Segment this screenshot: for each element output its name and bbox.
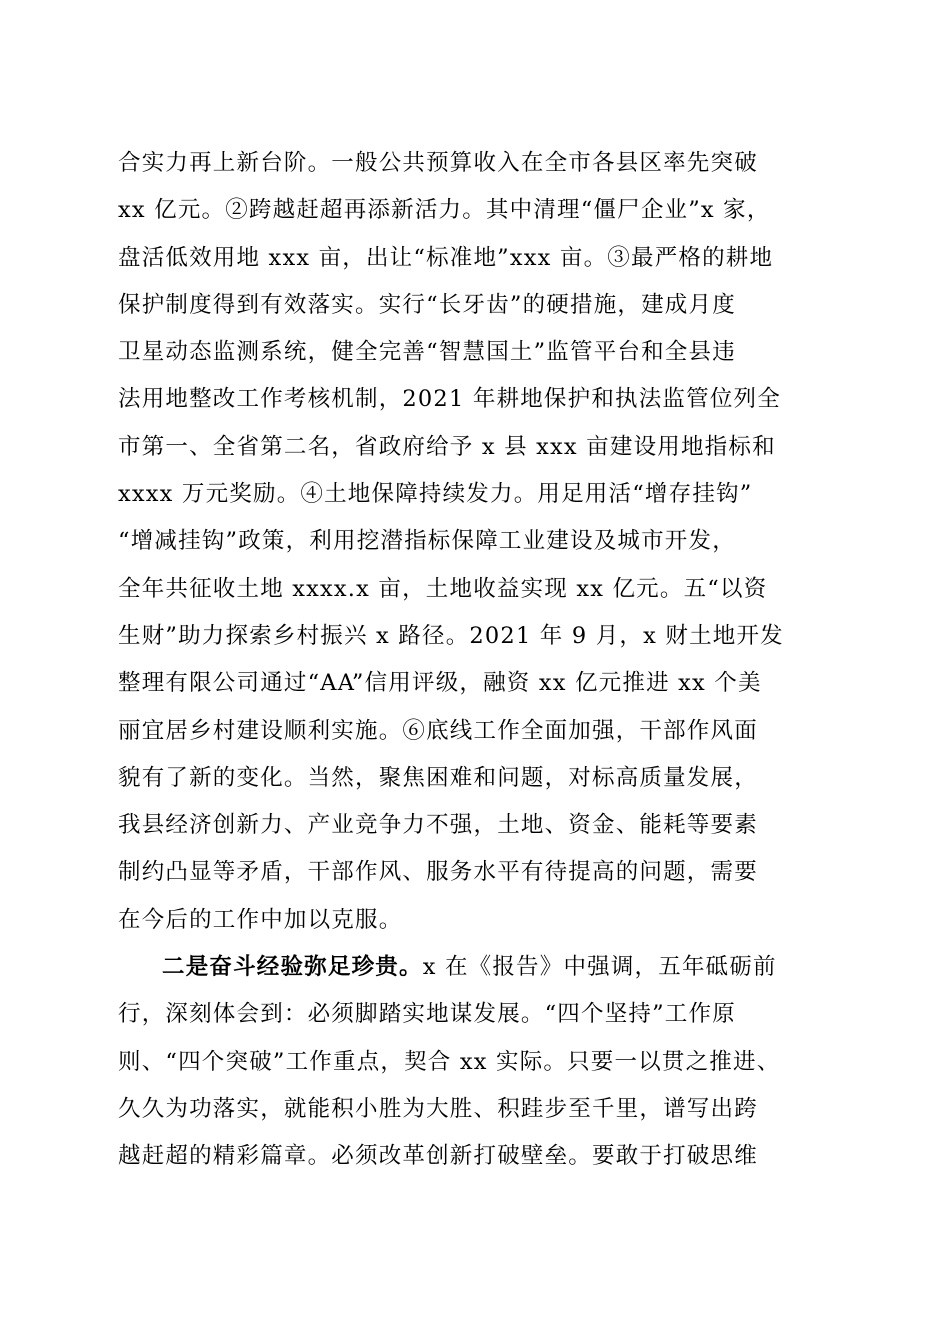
text-line: 合实力再上新台阶。一般公共预算收入在全市各县区率先突破 <box>118 150 758 176</box>
text-line: 貌有了新的变化。当然，聚焦困难和问题，对标高质量发展， <box>118 764 758 791</box>
text-line: 制约凸显等矛盾，干部作风、服务水平有待提高的问题，需要 <box>118 859 758 886</box>
text-line: 丽宜居乡村建设顺利实施。⑥底线工作全面加强，干部作风面 <box>118 717 758 744</box>
text-line: xx 亿元。②跨越赶超再添新活力。其中清理“僵尸企业”x 家， <box>118 197 771 224</box>
text-line: 则、“四个突破”工作重点，契合 xx 实际。只要一以贯之推进、 <box>118 1048 781 1075</box>
text-line: 卫星动态监测系统，健全完善“智慧国土”监管平台和全县违 <box>118 339 736 366</box>
paragraph-2-lead: 二是奋斗经验弥足珍贵。 <box>162 954 423 981</box>
text-line: 保护制度得到有效落实。实行“长牙齿”的硬措施，建成月度 <box>118 291 736 318</box>
text-line: 久久为功落实，就能积小胜为大胜、积跬步至千里，谱写出跨 <box>118 1095 758 1122</box>
paragraph-2-first-line-rest: x 在《报告》中强调，五年砥砺前 <box>422 954 777 981</box>
text-line: 法用地整改工作考核机制，2021 年耕地保护和执法监管位列全 <box>118 386 781 413</box>
text-line: 生财”助力探索乡村振兴 x 路径。2021 年 9 月，x 财土地开发 <box>118 622 784 649</box>
text-line: 在今后的工作中加以克服。 <box>118 906 403 933</box>
text-line: 整理有限公司通过“AA”信用评级，融资 xx 亿元推进 xx 个美 <box>118 670 762 697</box>
text-line: 全年共征收土地 xxxx.x 亩，土地收益实现 xx 亿元。五“以资 <box>118 575 768 602</box>
document-body <box>118 140 838 1181</box>
paragraph-2-first-line <box>118 944 838 991</box>
text-line: 我县经济创新力、产业竞争力不强，土地、资金、能耗等要素 <box>118 812 758 839</box>
text-line: “增减挂钩”政策，利用挖潜指标保障工业建设及城市开发， <box>118 528 736 555</box>
text-line: 盘活低效用地 xxx 亩，出让“标准地”xxx 亩。③最严格的耕地 <box>118 244 774 271</box>
text-line: 行，深刻体会到：必须脚踏实地谋发展。“四个坚持”工作原 <box>118 1001 736 1028</box>
text-line: 市第一、全省第二名，省政府给予 x 县 xxx 亩建设用地指标和 <box>118 433 776 460</box>
text-line: 越赶超的精彩篇章。必须改革创新打破壁垒。要敢于打破思维 <box>118 1143 758 1170</box>
text-line: xxxx 万元奖励。④土地保障持续发力。用足用活“增存挂钩” <box>118 481 753 508</box>
